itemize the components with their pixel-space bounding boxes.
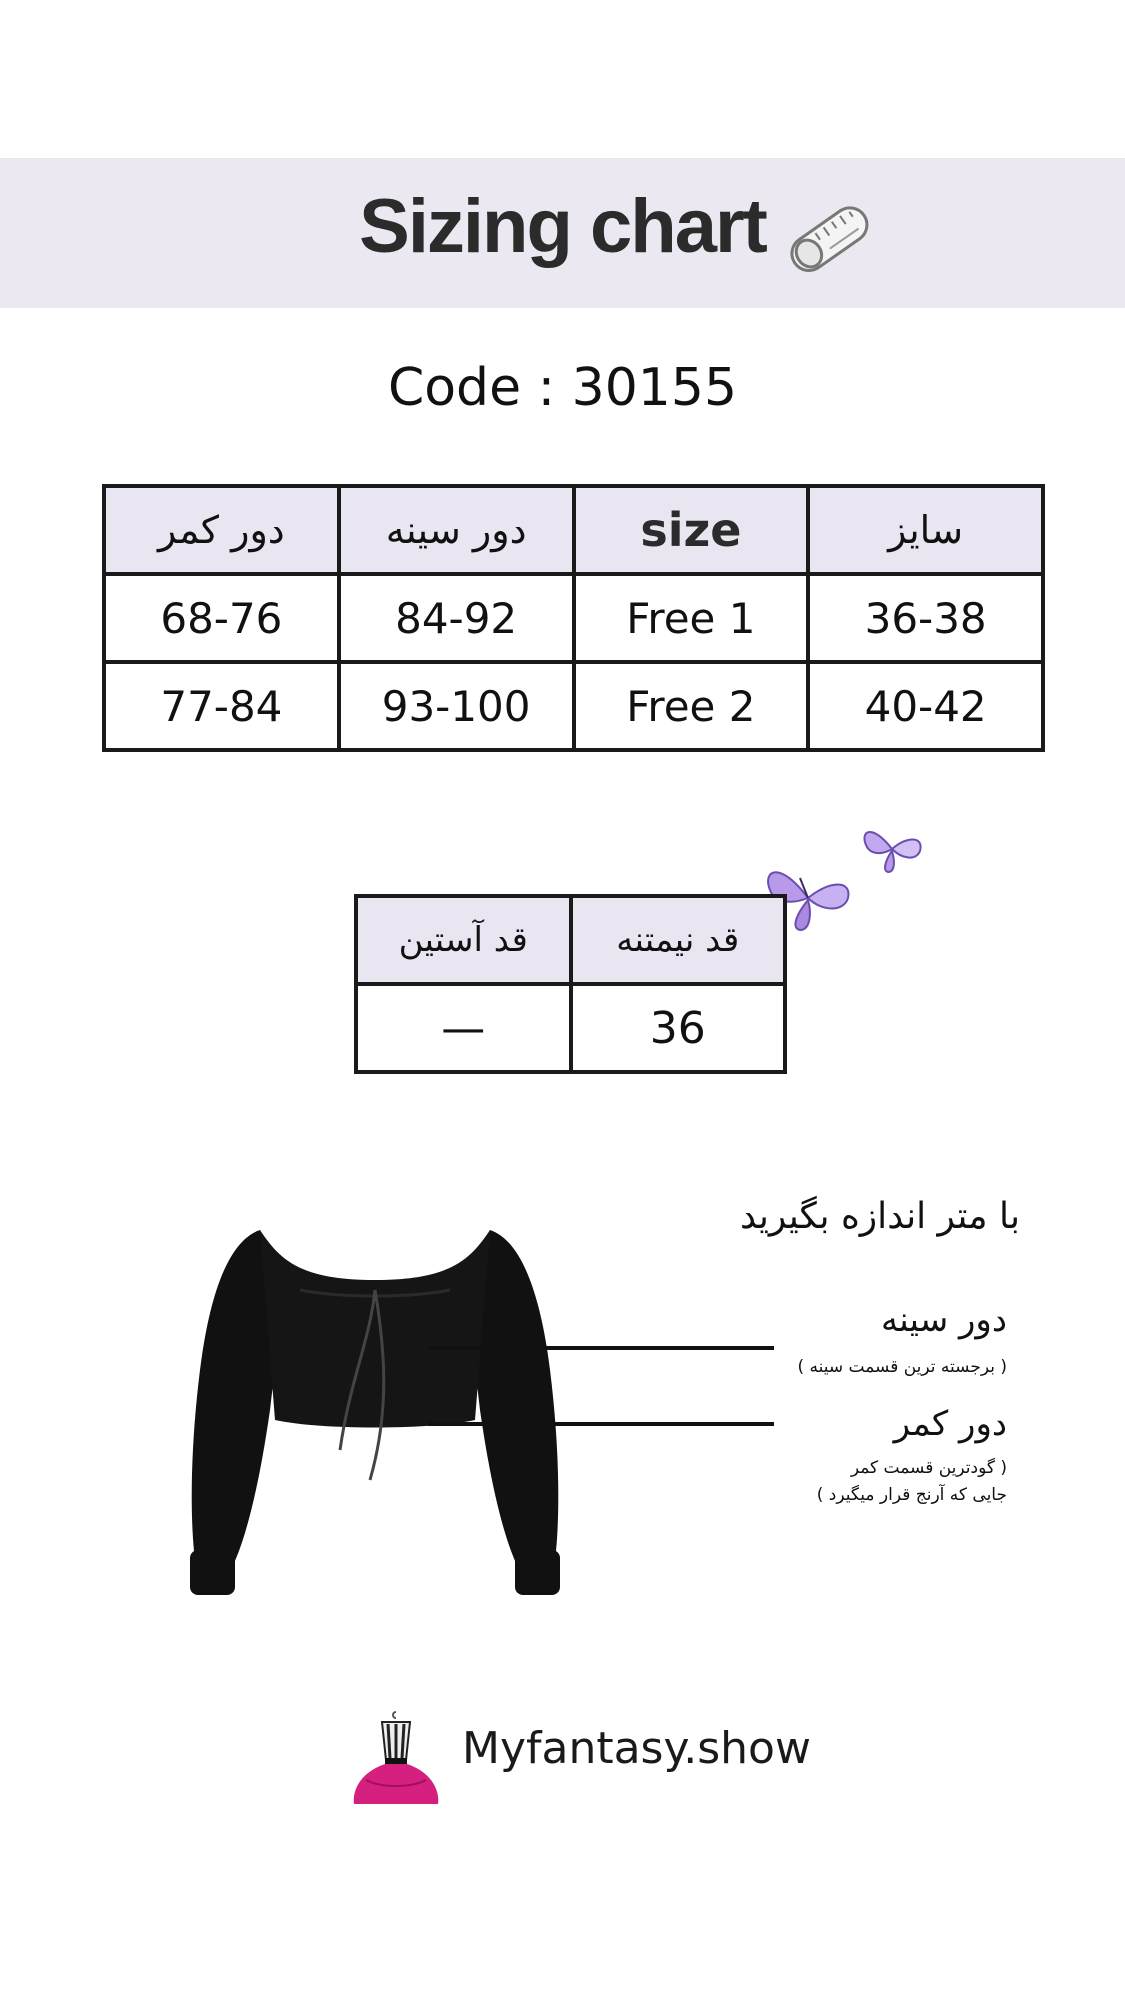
header-sleeve-length: قد آستین: [356, 896, 571, 984]
table-row: [104, 662, 1043, 750]
table-row: [356, 984, 785, 1072]
product-code: Code : 30155: [387, 358, 738, 418]
cell-chest: 93-100: [339, 662, 574, 750]
cell-size-fa: 40-42: [808, 662, 1043, 750]
header-chest: دور سینه: [339, 486, 574, 574]
header-size-fa: سایز: [808, 486, 1043, 574]
cell-size-fa: 36-38: [808, 574, 1043, 662]
chest-guide-line: [428, 1346, 774, 1350]
table-header-row: [104, 486, 1043, 574]
length-table: [354, 894, 787, 1074]
waist-note-line-2: جایی که آرنج قرار میگیرد ): [816, 1485, 1007, 1505]
waist-guide-line: [428, 1422, 774, 1426]
brand-name[interactable]: Myfantasy.show: [462, 1723, 811, 1774]
butterfly-icon: [858, 815, 926, 877]
cell-waist: 77-84: [104, 662, 339, 750]
crop-top-illustration: [190, 1220, 560, 1610]
cell-sleeve-length: —: [356, 984, 571, 1072]
table-row: [104, 574, 1043, 662]
size-table: [102, 484, 1045, 752]
header-crop-length: قد نیمتنه: [571, 896, 786, 984]
cell-chest: 84-92: [339, 574, 574, 662]
measuring-tape-icon: [780, 192, 880, 287]
header-waist: دور کمر: [104, 486, 339, 574]
cell-crop-length: 36: [571, 984, 786, 1072]
cell-size: Free 1: [574, 574, 809, 662]
dress-logo-icon: [346, 1710, 446, 1810]
cell-waist: 68-76: [104, 574, 339, 662]
header-size: size: [574, 486, 809, 574]
cell-size: Free 2: [574, 662, 809, 750]
table-header-row: [356, 896, 785, 984]
waist-label: دور کمر: [893, 1404, 1007, 1444]
chest-label: دور سینه: [880, 1300, 1007, 1340]
page-title: Sizing chart: [359, 184, 766, 269]
waist-note-line-1: ( گودترین قسمت کمر: [850, 1458, 1007, 1478]
measure-instruction: با متر اندازه بگیرید: [739, 1196, 1020, 1237]
chest-note: ( برجسته ترین قسمت سینه ): [797, 1357, 1007, 1377]
